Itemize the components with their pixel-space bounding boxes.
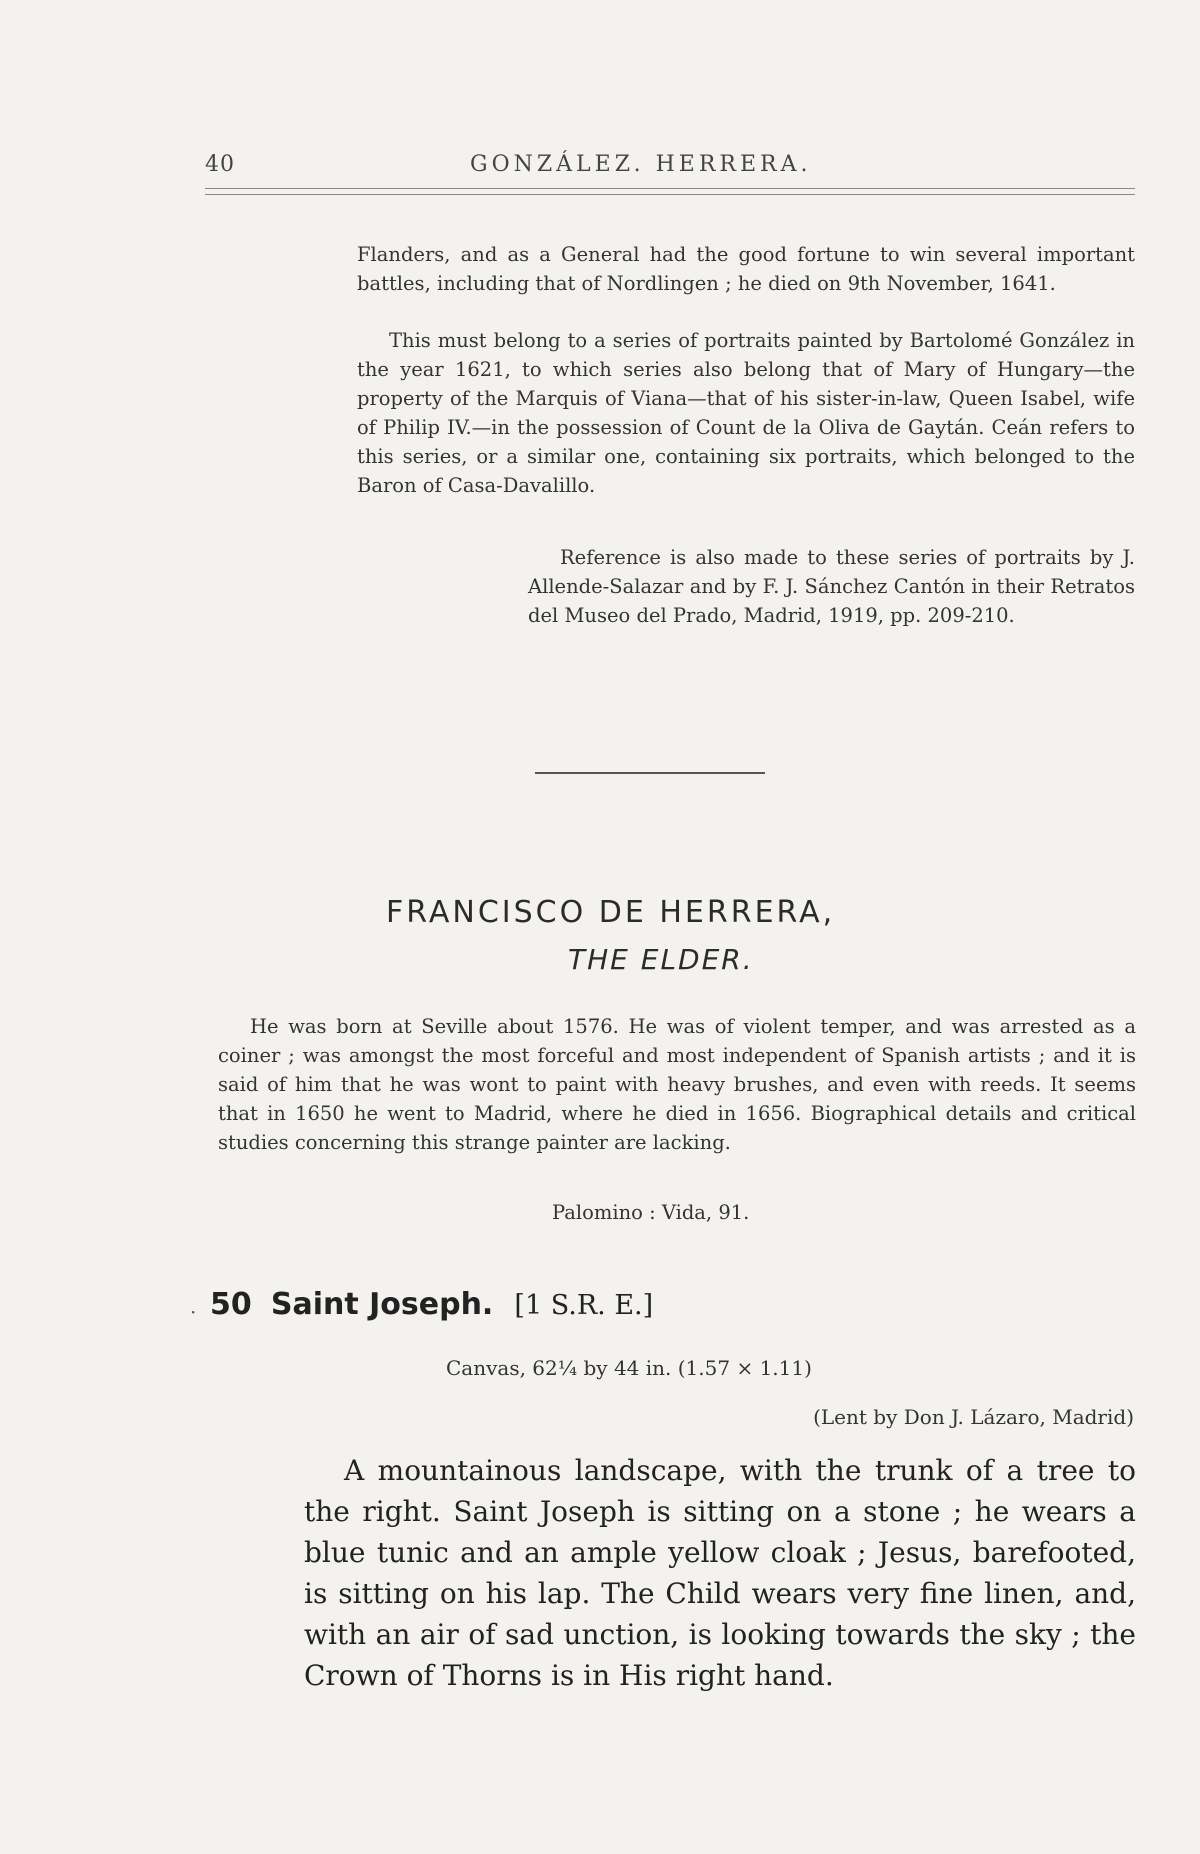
painting-description bbox=[304, 1450, 1136, 1696]
running-head bbox=[205, 152, 1135, 192]
margin-bullet: · bbox=[190, 1300, 197, 1324]
artist-biography-text: He was born at Seville about 1576. He was of violent temper, and was arrested as a coiner ; was amongst the most forceful and most independent of Spanish artists ; and it is said of him that he was wont to paint with heavy brushes, and even with reeds. It seems that in 1650 he went to Madrid, where he died in 1656. Biographical details and critical studies concerning this strange painter are lacking. bbox=[218, 1015, 1136, 1154]
biography-citation: Palomino : Vida, 91. bbox=[552, 1201, 750, 1224]
gonzalez-paragraph-3 bbox=[528, 543, 1135, 630]
running-title: GONZÁLEZ. HERRERA. bbox=[470, 152, 812, 177]
artist-biography bbox=[218, 1012, 1136, 1157]
gonzalez-paragraph-2 bbox=[357, 326, 1135, 500]
painting-description-text: A mountainous landscape, with the trunk of a tree to the right. Saint Joseph is sitting on a stone ; he wears a blue tunic and an ample yellow cloak ; Jesus, barefooted, is sitting on his lap. The Child wears very fine linen, and, with an air of sad unction, is looking towards the sky ; the Crown of Thorns is in His right hand. bbox=[304, 1454, 1136, 1692]
artist-title: FRANCISCO DE HERRERA, bbox=[386, 895, 836, 930]
artist-subtitle: THE ELDER. bbox=[568, 943, 754, 976]
catalogue-item-heading bbox=[210, 1287, 653, 1331]
section-divider bbox=[535, 772, 765, 774]
page-number: 40 bbox=[205, 152, 235, 177]
painting-title: Saint Joseph. bbox=[270, 1287, 494, 1322]
gonzalez-paragraph-3-text: Reference is also made to these series of portraits by J. Allende-Salazar and by F. J. Sánchez Cantón in their Retratos del Museo del Prado, Madrid, 1919, pp. 209-210. bbox=[528, 546, 1135, 627]
gonzalez-paragraph-1-text: Flanders, and as a General had the good fortune to win several important battles, including that of Nordlingen ; he died on 9th November, 1641. bbox=[357, 243, 1135, 295]
painting-dimensions: Canvas, 62¼ by 44 in. (1.57 × 1.11) bbox=[446, 1356, 812, 1380]
gonzalez-paragraph-1 bbox=[357, 240, 1135, 298]
catalogue-number: 50 bbox=[210, 1287, 252, 1322]
catalogue-reference: [1 S.R. E.] bbox=[514, 1290, 654, 1321]
header-rule bbox=[205, 188, 1135, 195]
gonzalez-paragraph-2-text: This must belong to a series of portraits painted by Bartolomé González in the year 1621, to which series also belong that of Mary of Hungary—the property of the Marquis of Viana—that of his sister-in-law, Queen Isabel, wife of Philip IV.—in the possession of Count de la Oliva de Gaytán. Ceán refers to this series, or a similar one, containing six portraits, which belonged to the Baron of Casa-Davalillo. bbox=[357, 329, 1135, 497]
loan-credit: (Lent by Don J. Lázaro, Madrid) bbox=[813, 1405, 1134, 1429]
